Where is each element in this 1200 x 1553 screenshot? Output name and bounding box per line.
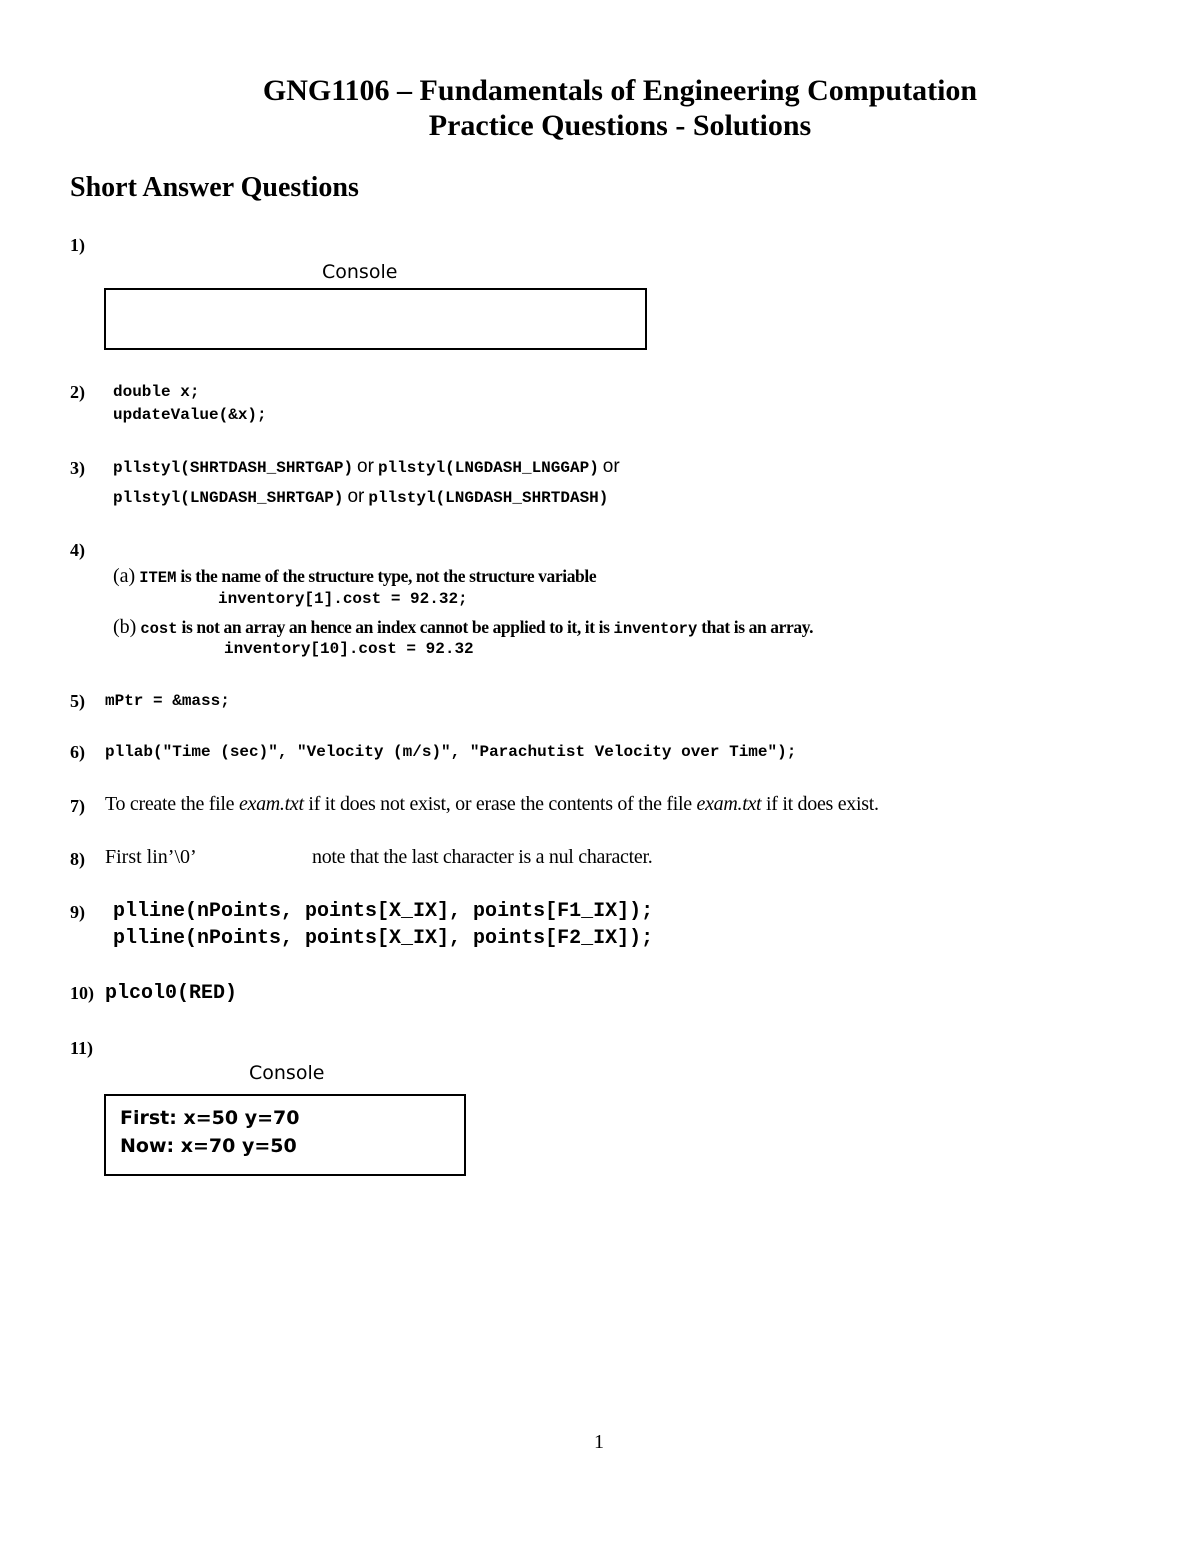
q4-a-code: ITEM <box>139 569 177 587</box>
q4-part-a <box>113 565 596 588</box>
console-output-line-2: Now: x=70 y=50 <box>120 1135 297 1157</box>
q9-code-line-1: plline(nPoints, points[X_IX], points[F1_IX]); <box>113 900 654 923</box>
question-number-7: 7) <box>70 796 85 816</box>
q4-b-label: (b) <box>113 616 137 638</box>
q6-code: pllab("Time (sec)", "Velocity (m/s)", "Parachutist Velocity over Time"); <box>105 743 797 761</box>
question-number-8: 8) <box>70 849 85 869</box>
q4-b-code-1: cost <box>140 620 178 638</box>
q7-file-2: exam.txt <box>696 793 762 815</box>
document-subtitle: Practice Questions - Solutions <box>428 109 812 142</box>
q7-text <box>105 793 879 816</box>
section-title: Short Answer Questions <box>70 172 359 203</box>
q8-text-2: note that the last character is a nul character. <box>312 846 653 868</box>
question-number-11: 11) <box>70 1038 94 1058</box>
q7-text-1: To create the file <box>105 793 239 815</box>
q7-text-2: if it does not exist, or erase the contents of the file <box>303 793 697 815</box>
q2-code-line-1: double x; <box>113 383 200 401</box>
page-number: 1 <box>594 1431 604 1453</box>
q4-part-b <box>113 616 813 639</box>
q3-or-2: or <box>602 456 620 477</box>
q3-line-1 <box>113 456 620 478</box>
question-number-6: 6) <box>70 742 85 762</box>
question-number-5: 5) <box>70 691 85 711</box>
console-box-q1 <box>104 288 647 350</box>
q3-option-4: pllstyl(LNGDASH_SHRTDASH) <box>368 489 609 507</box>
question-number-3: 3) <box>70 458 85 478</box>
q4-a-label: (a) <box>113 565 136 587</box>
q3-or-1: or <box>357 456 374 477</box>
q10-code: plcol0(RED) <box>105 982 238 1005</box>
question-number-9: 9) <box>70 902 85 922</box>
question-number-4: 4) <box>70 540 85 560</box>
q3-option-2: pllstyl(LNGDASH_LNGGAP) <box>377 459 599 477</box>
q4-b-text-2: that is an array. <box>701 617 814 637</box>
q4-b-code-2: inventory <box>613 620 698 638</box>
console-label-q11: Console <box>249 1062 325 1084</box>
q8-text-1: First lin’\0’ <box>105 846 197 868</box>
q7-text-3: if it does exist. <box>761 793 879 815</box>
q3-option-1: pllstyl(SHRTDASH_SHRTGAP) <box>113 459 354 477</box>
q3-or-3: or <box>347 486 365 507</box>
question-number-2: 2) <box>70 382 85 402</box>
console-label-q1: Console <box>322 261 398 283</box>
q7-file-1: exam.txt <box>238 793 304 815</box>
q3-line-2 <box>113 486 608 508</box>
q4-a-fix: inventory[1].cost = 92.32; <box>218 590 468 608</box>
q2-code-line-2: updateValue(&x); <box>113 406 267 424</box>
q5-code: mPtr = &mass; <box>105 692 230 710</box>
q3-option-3: pllstyl(LNGDASH_SHRTGAP) <box>113 489 344 507</box>
q4-a-text: is the name of the structure type, not the structure variable <box>180 566 597 586</box>
q4-b-text-1: is not an array an hence an index cannot be applied to it, it is <box>181 617 610 637</box>
console-box-q11 <box>104 1094 466 1176</box>
question-number-1: 1) <box>70 235 85 255</box>
q4-b-fix: inventory[10].cost = 92.32 <box>224 640 474 658</box>
document-title: GNG1106 – Fundamentals of Engineering Computation <box>262 74 978 107</box>
console-output-line-1: First: x=50 y=70 <box>120 1107 300 1129</box>
question-number-10: 10) <box>70 983 94 1003</box>
q9-code-line-2: plline(nPoints, points[X_IX], points[F2_IX]); <box>113 927 654 950</box>
